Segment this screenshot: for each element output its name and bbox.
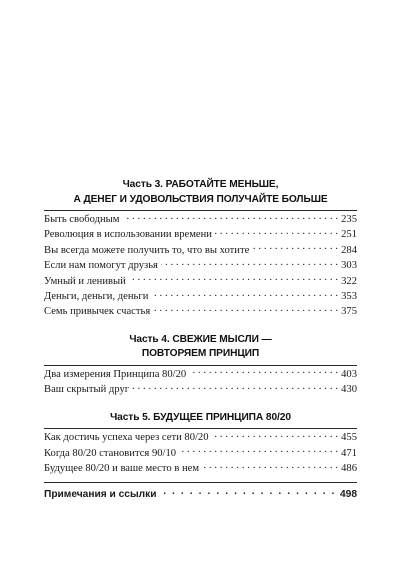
dot-leader	[215, 227, 338, 237]
entry-title: Быть свободным	[44, 214, 120, 225]
entry-page-number: 403	[341, 368, 357, 380]
toc-entry[interactable]	[44, 212, 357, 227]
notes-page-number: 498	[340, 489, 357, 501]
entry-page-number: 322	[341, 275, 357, 287]
entry-title: Деньги, деньги, деньги	[44, 291, 149, 303]
part-heading-line: А ДЕНЕГ И УДОВОЛЬСТВИЯ ПОЛУЧАЙТЕ БОЛЬШЕ	[73, 193, 328, 205]
dot-leader	[252, 243, 338, 253]
dot-leader	[153, 304, 338, 314]
dot-leader	[151, 289, 338, 299]
entry-title: Революция в использовании времени	[44, 229, 212, 241]
notes-entry[interactable]	[44, 487, 357, 502]
part-5-section	[44, 411, 357, 477]
entry-title: Два измерения Принципа 80/20	[44, 368, 187, 380]
dot-leader	[123, 212, 339, 222]
part-heading-line: Часть 5. БУДУЩЕЕ ПРИНЦИПА 80/20	[110, 411, 291, 423]
heading-rule	[44, 365, 357, 366]
notes-rule	[44, 482, 357, 483]
notes-title: Примечания и ссылки	[44, 489, 157, 501]
entry-page-number: 284	[341, 244, 357, 256]
dot-leader	[161, 258, 338, 268]
entry-page-number: 353	[341, 291, 357, 303]
toc-entry[interactable]	[44, 289, 357, 304]
entry-page-number: 303	[341, 260, 357, 272]
entry-page-number: 471	[341, 447, 357, 459]
part-3-heading	[44, 178, 357, 207]
heading-rule	[44, 210, 357, 211]
entry-title: Ваш скрытый друг	[44, 384, 130, 396]
table-of-contents	[44, 178, 357, 502]
toc-entry[interactable]	[44, 430, 357, 445]
part-5-entries	[44, 430, 357, 476]
dot-leader	[179, 446, 338, 456]
entry-page-number: 455	[341, 432, 357, 444]
toc-entry[interactable]	[44, 258, 357, 273]
part-3-entries	[44, 212, 357, 320]
entry-title: Вы всегда можете получить то, что вы хотите	[44, 244, 250, 256]
toc-entry[interactable]	[44, 227, 357, 242]
part-heading-line: Часть 3. РАБОТАЙТЕ МЕНЬШЕ,	[122, 179, 279, 190]
dot-leader	[189, 367, 338, 377]
heading-rule	[44, 428, 357, 429]
part-3-section	[44, 178, 357, 320]
toc-entry[interactable]	[44, 243, 357, 258]
toc-entry[interactable]	[44, 274, 357, 289]
toc-entry[interactable]	[44, 382, 357, 397]
part-4-entries	[44, 367, 357, 398]
entry-title: Будущее 80/20 и ваше место в нем	[44, 462, 200, 474]
entry-title: Как достичь успеха через сети 80/20	[44, 432, 209, 444]
part-4-heading	[44, 333, 357, 362]
dot-leader	[202, 461, 338, 471]
part-heading-line: ПОВТОРЯЕМ ПРИНЦИП	[141, 348, 260, 360]
dot-leader	[161, 487, 337, 497]
section-gap	[44, 404, 357, 411]
entry-title: Семь привычек счастья	[44, 306, 151, 318]
part-5-heading	[44, 411, 357, 426]
section-gap	[44, 326, 357, 333]
dot-leader	[212, 430, 339, 440]
entry-page-number: 235	[341, 214, 357, 225]
toc-entry[interactable]	[44, 367, 357, 382]
entry-page-number: 251	[341, 229, 357, 241]
entry-page-number: 430	[341, 384, 357, 396]
entry-page-number: 486	[341, 462, 357, 474]
part-4-section	[44, 333, 357, 398]
toc-entry[interactable]	[44, 446, 357, 461]
entry-title: Когда 80/20 становится 90/10	[44, 447, 177, 459]
entry-page-number: 375	[341, 306, 357, 318]
toc-entry[interactable]	[44, 461, 357, 476]
dot-leader	[129, 274, 338, 284]
entry-title: Умный и ленивый	[44, 275, 126, 287]
part-heading-line: Часть 4. СВЕЖИЕ МЫСЛИ —	[129, 333, 272, 345]
toc-entry[interactable]	[44, 304, 357, 319]
entry-title: Если нам помогут друзья	[44, 260, 158, 272]
dot-leader	[132, 382, 338, 392]
